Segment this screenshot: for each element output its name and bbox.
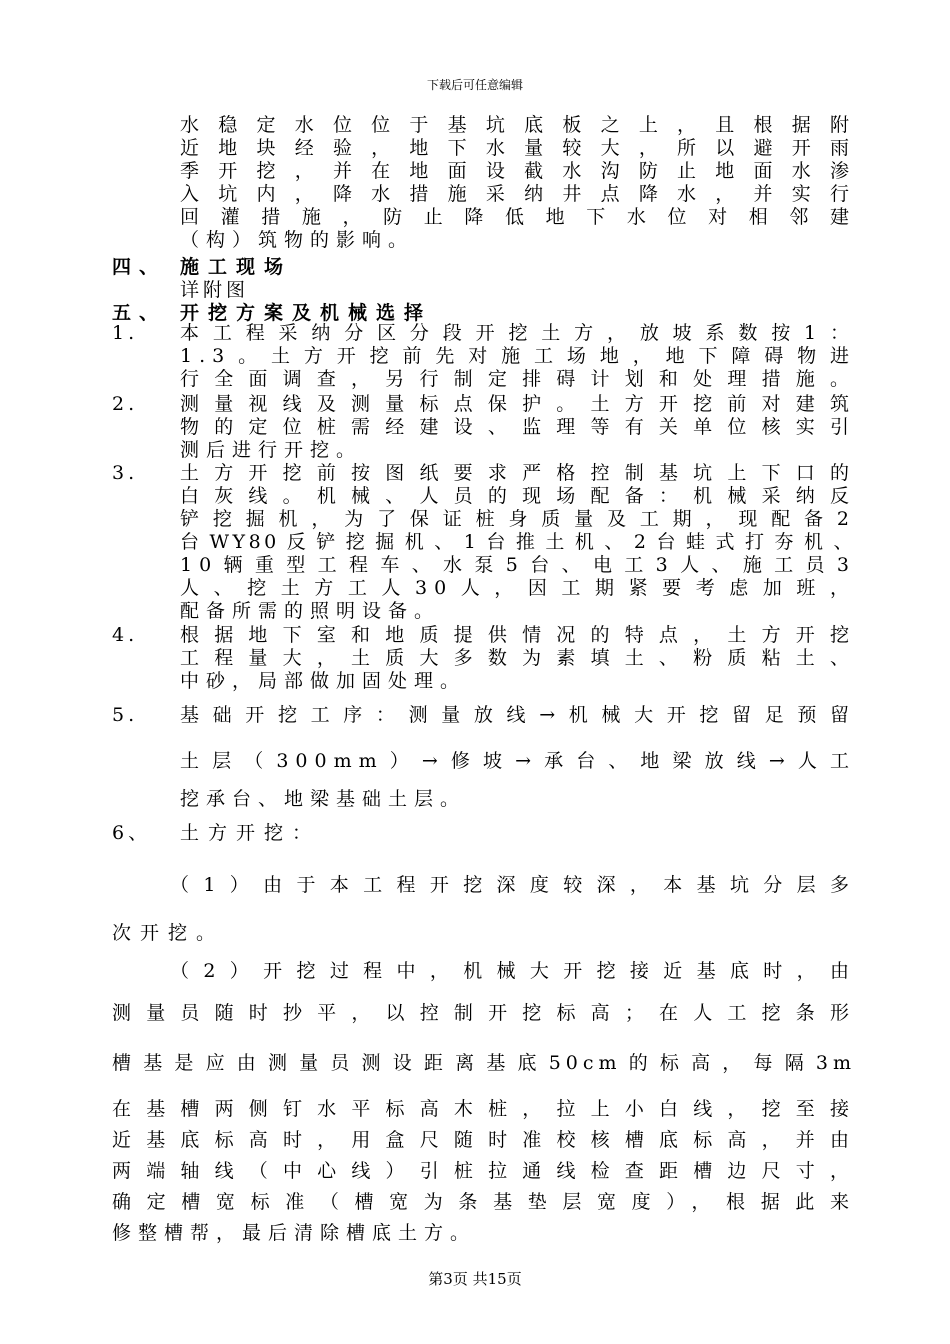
page-footer: 第3页 共15页 [428, 1270, 522, 1288]
text-line: 挖承台、地梁基础土层。 [180, 788, 467, 810]
para2-body [112, 1002, 856, 1075]
text-line: 在基槽两侧钉水平标高木桩，拉上小白线，挖至接 [112, 1098, 856, 1120]
text-line: 两端轴线（中心线）引桩拉通线检查距槽边尺寸， [112, 1160, 856, 1182]
item5-text [180, 704, 856, 811]
text-line: 根据地下室和地质提供情况的特点，土方开挖 [180, 624, 856, 646]
para1-second-line: 次开挖。 [112, 922, 225, 944]
text-line: 土层（300mm）→修坡→承台、地梁放线→人工 [180, 750, 856, 772]
text-line: 近基底标高时，用盒尺随时准校核槽底标高，并由 [112, 1129, 856, 1151]
item6-number: 6、 [112, 822, 152, 844]
item6-text: 土方开挖： [180, 822, 321, 844]
text-line: 测量视线及测量标点保护。土方开挖前对建筑 [180, 393, 856, 415]
section5-number: 五、 [112, 302, 167, 324]
text-line: 铲挖掘机，为了保证桩身质量及工期，现配备2 [180, 508, 856, 530]
para3-body [112, 1098, 856, 1245]
text-line: （构）筑物的影响。 [180, 229, 415, 251]
text-line: 入坑内，降水措施采纳井点降水，并实行 [180, 183, 856, 205]
text-line: 工程量大，土质大多数为素填土、粉质粘土、 [180, 647, 856, 669]
text-line: 白灰线。机械、人员的现场配备：机械采纳反 [180, 485, 856, 507]
text-line: 人、挖土方工人30人，因工期紧要考虑加班， [180, 577, 856, 599]
section4-number: 四、 [112, 256, 167, 278]
text-line: 土方开挖前按图纸要求严格控制基坑上下口的 [180, 462, 856, 484]
text-line: 槽基是应由测量员测设距离基底50cm的标高，每隔3m [112, 1052, 856, 1074]
text-line: 1.3。土方开挖前先对施工场地，地下障碍物进 [180, 345, 856, 367]
text-line: 台WY80反铲挖掘机、1台推土机、2台蛙式打夯机、 [180, 531, 856, 553]
text-line: 测后进行开挖。 [180, 439, 363, 461]
item3-number: 3. [112, 462, 139, 484]
text-line: 中砂，局部做加固处理。 [180, 670, 467, 692]
text-line: 物的定位桩需经建设、监理等有关单位核实引 [180, 416, 856, 438]
item4-text [180, 624, 856, 693]
item4-number: 4. [112, 624, 139, 646]
text-line: 确定槽宽标准（槽宽为条基垫层宽度），根据此来 [112, 1191, 856, 1213]
text-line: 测量员随时抄平，以控制开挖标高；在人工挖条形 [112, 1002, 856, 1024]
item1-number: 1. [112, 322, 139, 344]
section3-tail [180, 114, 856, 252]
para1-first-line [170, 874, 856, 897]
text-line: 配备所需的照明设备。 [180, 600, 441, 622]
section4-text: 详附图 [180, 279, 250, 301]
text-line: 行全面调查，另行制定排碍计划和处理措施。 [180, 368, 856, 390]
text-line: 回灌措施，防止降低地下水位对相邻建 [180, 206, 856, 228]
text-line: （2）开挖过程中，机械大开挖接近基底时，由 [170, 960, 856, 982]
item5-number: 5. [112, 704, 139, 726]
item2-number: 2. [112, 393, 139, 415]
page-header: 下载后可任意编辑 [426, 78, 523, 92]
text-line: （1）由于本工程开挖深度较深，本基坑分层多 [170, 874, 856, 896]
section4-title: 施工现场 [180, 256, 293, 278]
text-line: 水稳定水位位于基坑底板之上，且根据附 [180, 114, 856, 136]
text-line: 10辆重型工程车、水泵5台、电工3人、施工员3 [180, 554, 856, 576]
text-line: 季开挖，并在地面设截水沟防止地面水渗 [180, 160, 856, 182]
section5-title: 开挖方案及机械选择 [180, 302, 433, 324]
text-line: 基础开挖工序：测量放线→机械大开挖留足预留 [180, 704, 856, 726]
text-line: 近地块经验，地下水量较大，所以避开雨 [180, 137, 856, 159]
item2-text [180, 393, 856, 462]
text-line: 本工程采纳分区分段开挖土方，放坡系数按1： [180, 322, 856, 344]
item3-text [180, 462, 856, 623]
text-line: 修整槽帮，最后清除槽底土方。 [112, 1222, 477, 1244]
para2-first-line [170, 960, 856, 983]
item1-text [180, 322, 856, 391]
